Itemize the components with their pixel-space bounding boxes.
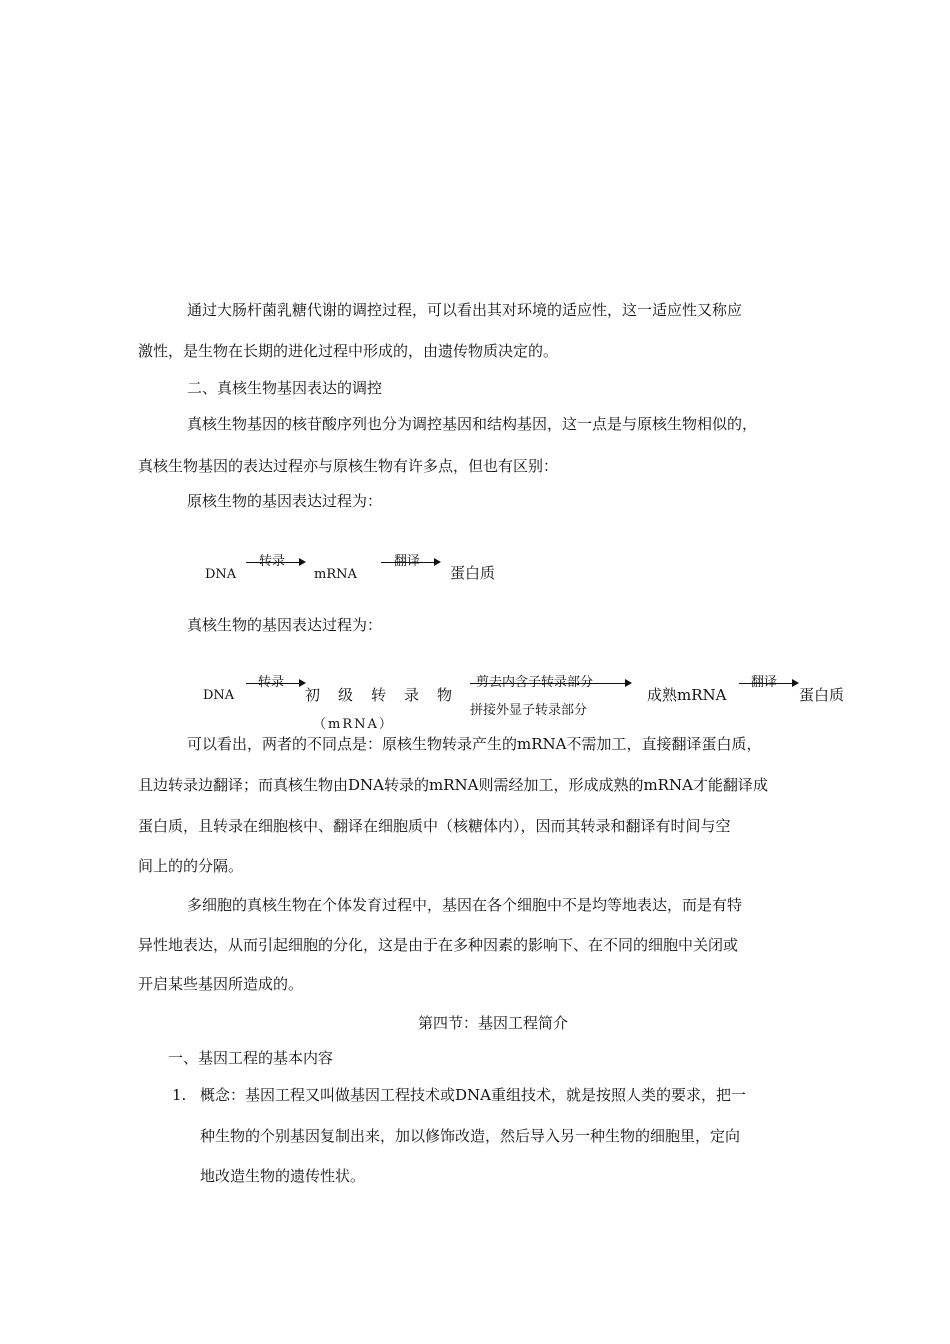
prokaryote-mrna-label: mRNA <box>314 567 357 582</box>
paragraph-3-line-2: 且边转录边翻译；而真核生物由DNA转录的mRNA则需经加工，形成成熟的mRNA才能翻译成 <box>138 776 768 794</box>
item-1-line-3: 地改造生物的遗传性状。 <box>200 1167 366 1185</box>
eukaryote-transcription-label: 转录 <box>258 675 285 690</box>
eukaryote-primary-transcript: 初级转录物 <box>305 686 471 704</box>
paragraph-1-line-2: 激性，是生物在长期的进化过程中形成的，由遗传物质决定的。 <box>138 342 559 360</box>
prokaryote-protein-label: 蛋白质 <box>450 564 496 582</box>
item-1-line-2: 种生物的个别基因复制出来，加以修饰改造，然后导入另一种生物的细胞里，定向 <box>200 1127 741 1145</box>
section-4-title: 第四节：基因工程简介 <box>418 1014 569 1032</box>
paragraph-4-line-2: 异性地表达，从而引起细胞的分化，这是由于在多种因素的影响下、在不同的细胞中关闭或 <box>138 936 739 954</box>
paragraph-2-line-2: 真核生物基因的表达过程亦与原核生物有许多点，但也有区别： <box>138 457 559 475</box>
eukaryote-dna-label: DNA <box>203 688 235 703</box>
eukaryote-protein-label: 蛋白质 <box>799 686 845 704</box>
prokaryote-intro: 原核生物的基因表达过程为： <box>187 492 383 510</box>
paragraph-3-line-4: 间上的的分隔。 <box>138 857 244 875</box>
eukaryote-cut-introns-label: 剪去内含子转录部分 <box>476 675 594 690</box>
eukaryote-translation-label: 翻译 <box>751 675 778 690</box>
eukaryote-mature-mrna: 成熟mRNA <box>647 686 727 704</box>
list-item-number: 1. <box>172 1086 187 1104</box>
prokaryote-dna-label: DNA <box>205 567 237 582</box>
paragraph-2-line-1: 真核生物基因的核苷酸序列也分为调控基因和结构基因，这一点是与原核生物相似的， <box>187 415 758 433</box>
eukaryote-intro: 真核生物的基因表达过程为： <box>187 616 383 634</box>
prokaryote-transcription-label: 转录 <box>259 554 286 569</box>
paragraph-4-line-3: 开启某些基因所造成的。 <box>138 975 304 993</box>
paragraph-3-line-3: 蛋白质，且转录在细胞核中、翻译在细胞质中（核糖体内），因而其转录和翻译有时间与空 <box>138 817 731 835</box>
eukaryote-splice-exons-label: 拼接外显子转录部分 <box>470 703 588 718</box>
prokaryote-translation-label: 翻译 <box>394 554 421 569</box>
paragraph-3-line-1: 可以看出，两者的不同点是：原核生物转录产生的mRNA不需加工，直接翻译蛋白质， <box>187 735 762 753</box>
item-1-line-1: 概念：基因工程又叫做基因工程技术或DNA重组技术，就是按照人类的要求，把一 <box>200 1086 746 1104</box>
paragraph-4-line-1: 多细胞的真核生物在个体发育过程中，基因在各个细胞中不是均等地表达，而是有特 <box>187 896 743 914</box>
paragraph-1-line-1: 通过大肠杆菌乳糖代谢的调控过程，可以看出其对环境的适应性，这一适应性又称应 <box>187 301 743 319</box>
heading-basic-content: 一、基因工程的基本内容 <box>168 1049 334 1067</box>
eukaryote-primary-transcript-note: （mRNA） <box>313 717 394 732</box>
heading-eukaryote-regulation: 二、真核生物基因表达的调控 <box>187 379 383 397</box>
